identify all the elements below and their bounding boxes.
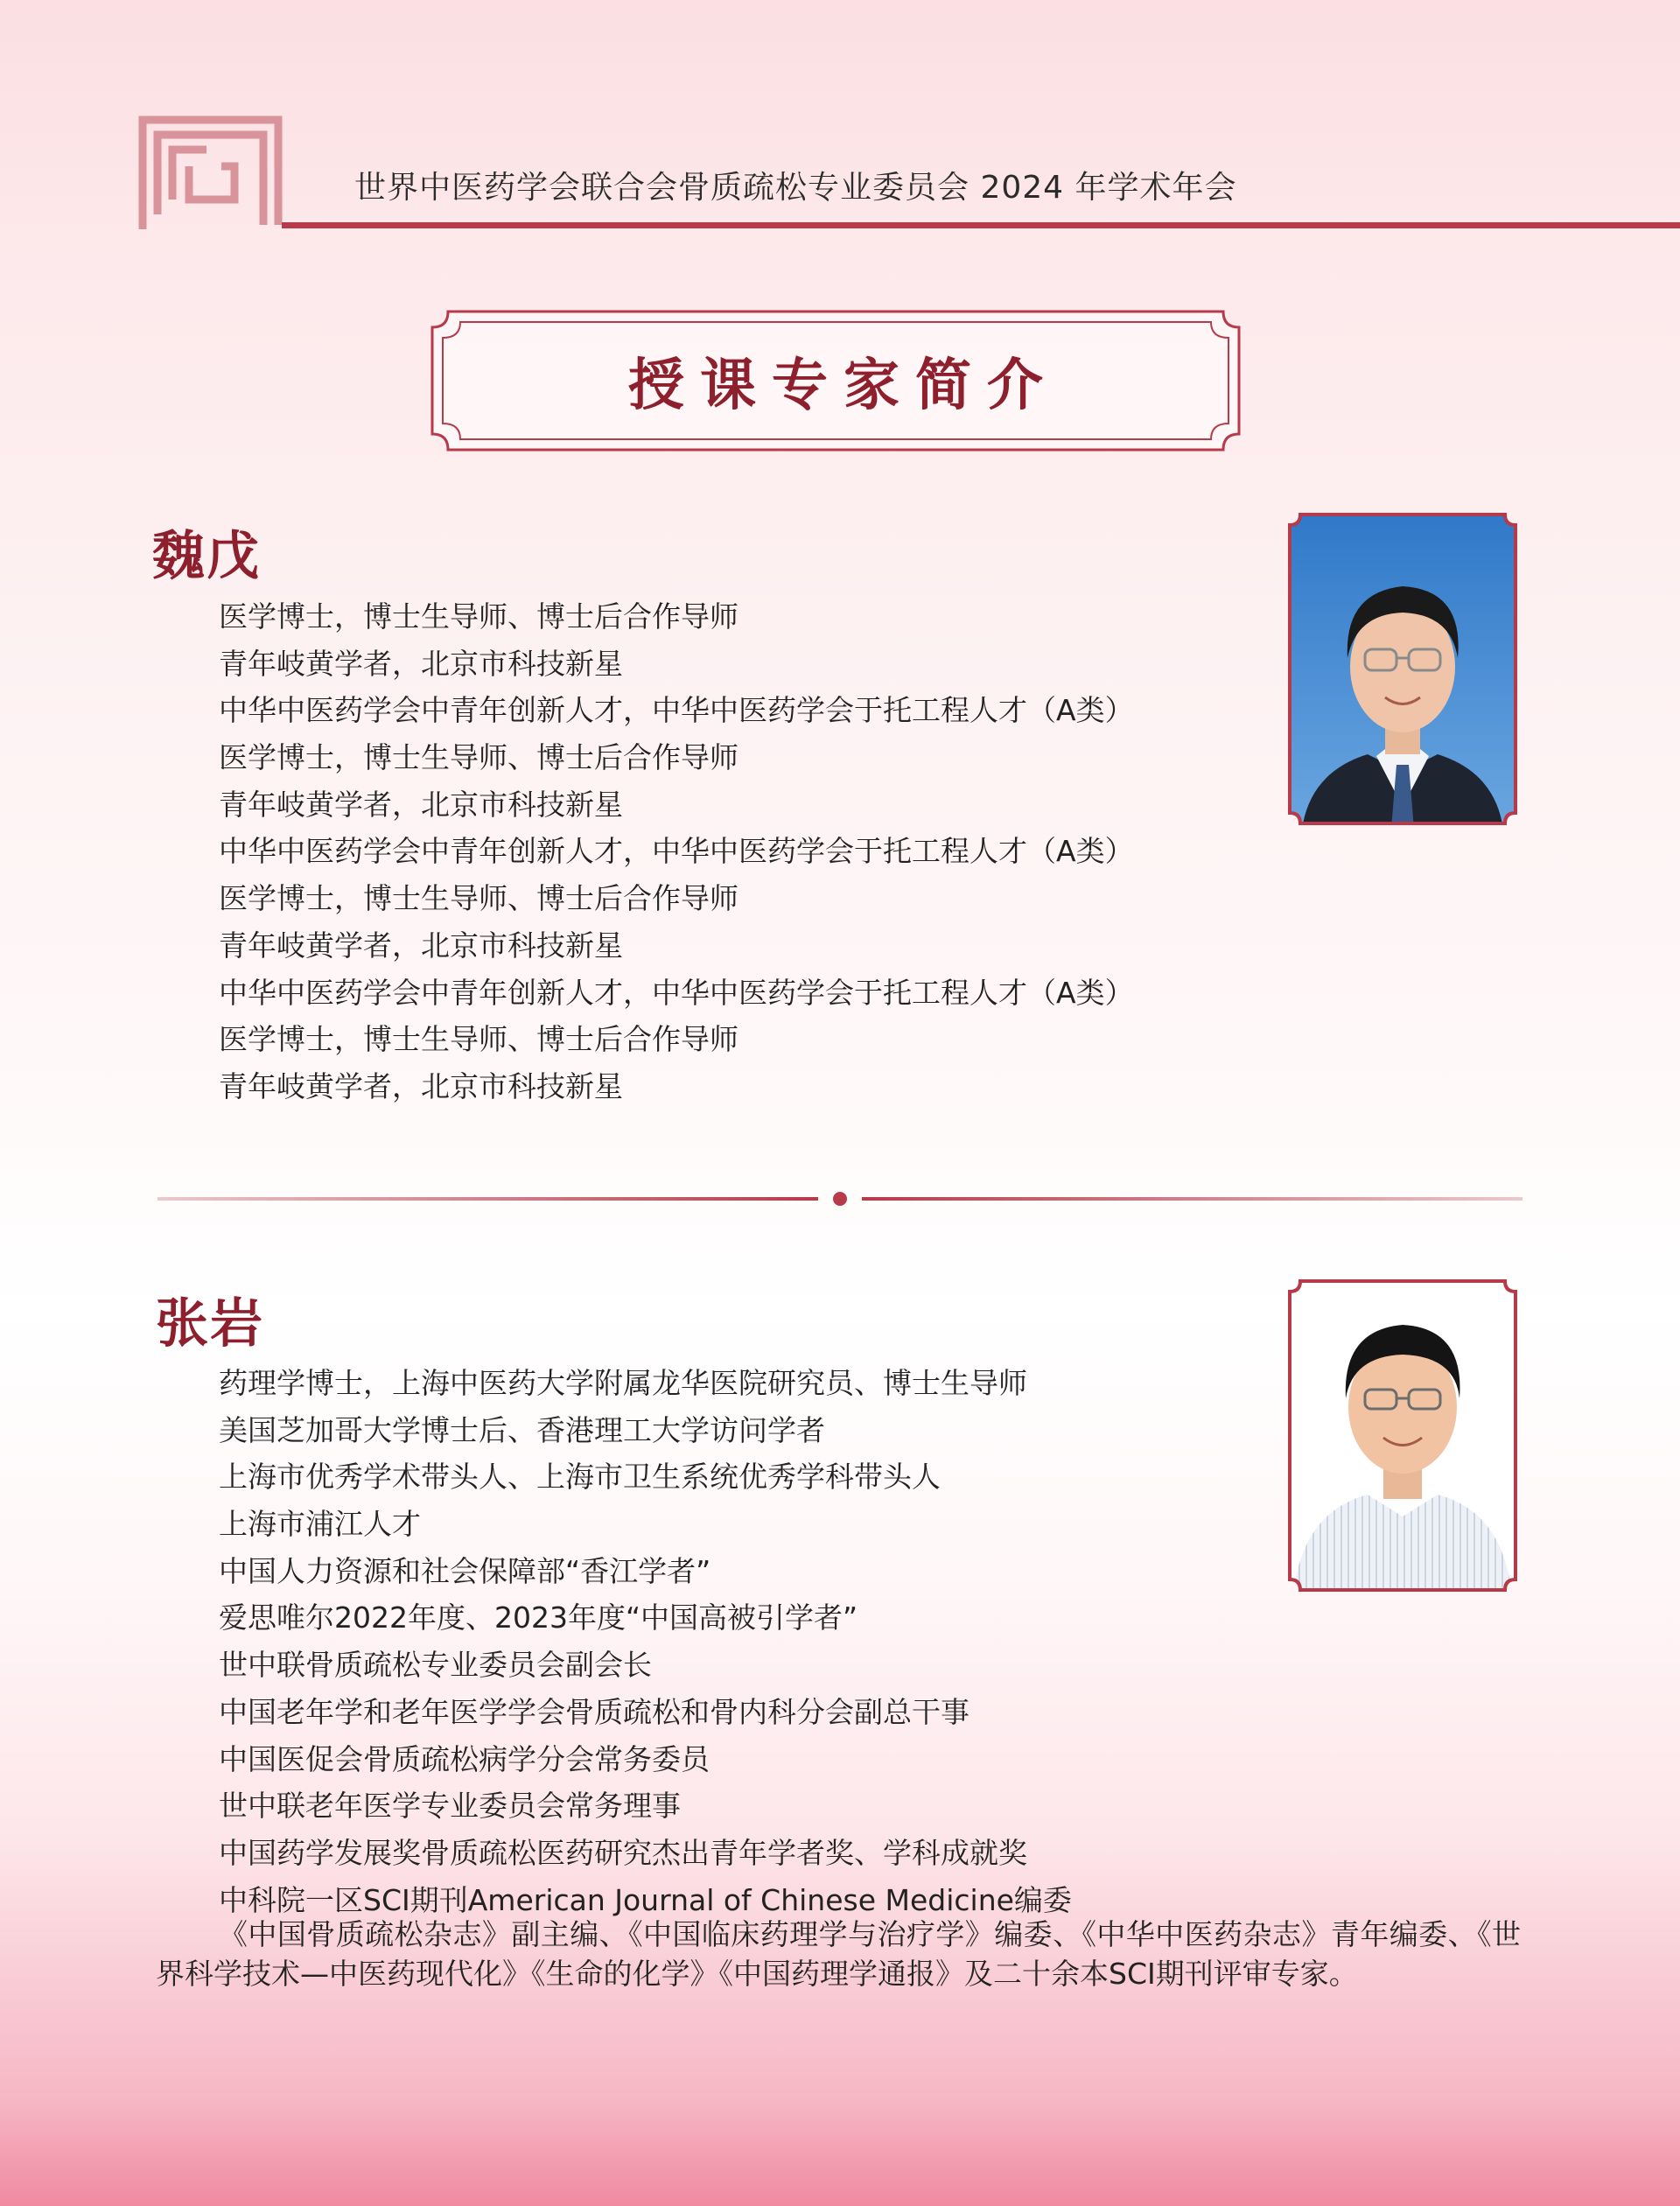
bio-line: 世中联骨质疏松专业委员会副会长 <box>219 1648 652 1683</box>
bio-line: 青年岐黄学者，北京市科技新星 <box>219 1068 623 1103</box>
bio-line: 中华中医药学会中青年创新人才，中华中医药学会于托工程人才（A类） <box>219 693 1134 728</box>
bio-line: 中国医促会骨质疏松病学分会常务委员 <box>219 1741 710 1776</box>
bio-line: 中国老年学和老年医学学会骨质疏松和骨内科分会副总干事 <box>219 1694 970 1729</box>
conference-title: 世界中医药学会联合会骨质疏松专业委员会 2024 年学术年会 <box>354 170 1237 206</box>
section-divider <box>158 1190 1522 1208</box>
bio-line: 医学博士，博士生导师、博士后合作导师 <box>219 881 738 916</box>
bio-line: 爱思唯尔2022年度、2023年度“中国高被引学者” <box>219 1600 858 1635</box>
expert-photo <box>1284 1276 1521 1595</box>
bio-line: 医学博士，博士生导师、博士后合作导师 <box>219 740 738 775</box>
bio-line: 青年岐黄学者，北京市科技新星 <box>219 928 623 963</box>
section-title: 授课专家简介 <box>628 354 1059 418</box>
expert-bio-list <box>219 593 1134 1110</box>
bio-line: 中科院一区SCI期刊American Journal of Chinese Medicine编委 <box>219 1882 1072 1917</box>
expert-name: 张岩 <box>156 1293 264 1355</box>
bio-line: 青年岐黄学者，北京市科技新星 <box>219 787 623 822</box>
bio-line: 医学博士，博士生导师、博士后合作导师 <box>219 599 738 634</box>
bio-line: 上海市浦江人才 <box>219 1507 421 1542</box>
bio-line: 美国芝加哥大学博士后、香港理工大学访问学者 <box>219 1412 825 1447</box>
bio-line: 中华中医药学会中青年创新人才，中华中医药学会于托工程人才（A类） <box>219 834 1134 869</box>
bio-line: 药理学博士，上海中医药大学附属龙华医院研究员、博士生导师 <box>219 1366 1027 1400</box>
header-rule <box>282 222 1680 228</box>
expert-name: 魏戊 <box>152 526 261 587</box>
bio-line: 世中联老年医学专业委员会常务理事 <box>219 1789 681 1824</box>
bio-line: 中国人力资源和社会保障部“香江学者” <box>219 1553 711 1588</box>
bio-line: 中国药学发展奖骨质疏松医药研究杰出青年学者奖、学科成就奖 <box>219 1835 1027 1870</box>
bio-line: 中华中医药学会中青年创新人才，中华中医药学会于托工程人才（A类） <box>219 975 1134 1010</box>
bio-line: 青年岐黄学者，北京市科技新星 <box>219 646 623 681</box>
expert-photo <box>1284 509 1521 829</box>
expert-bio-list <box>219 1360 1072 1923</box>
bio-line: 医学博士，博士生导师、博士后合作导师 <box>219 1022 738 1057</box>
bio-line: 上海市优秀学术带头人、上海市卫生系统优秀学科带头人 <box>219 1460 941 1495</box>
bio-paragraph: 《中国骨质疏松杂志》副主编、《中国临床药理学与治疗学》编委、《中华中医药杂志》青年编委、《世界科学技术—中医药现代化》《生命的化学》《中国药理学通报》及二十余本SCI期刊评审专家。 <box>156 1917 1521 1991</box>
header-fret-ornament-icon <box>138 116 283 234</box>
